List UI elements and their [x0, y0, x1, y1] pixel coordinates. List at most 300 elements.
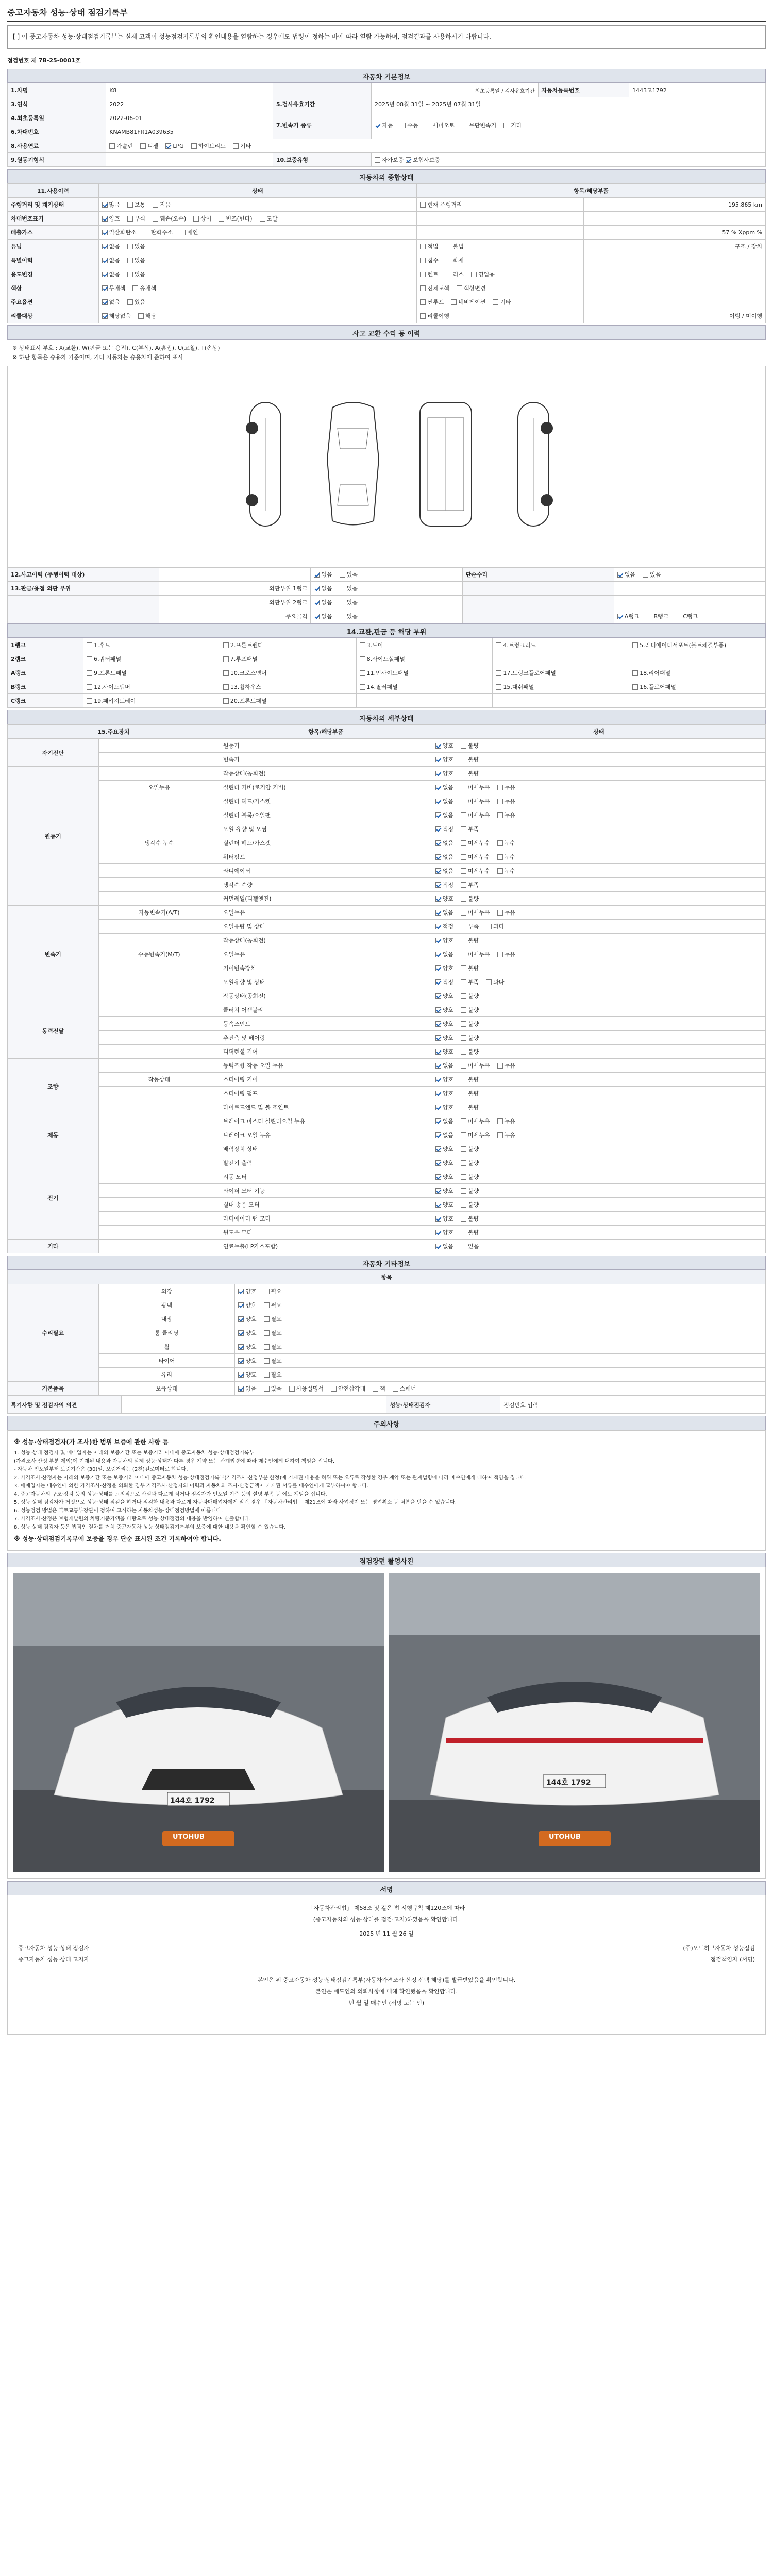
checkbox[interactable]	[446, 272, 451, 277]
checkbox[interactable]	[127, 202, 133, 208]
checkbox[interactable]	[461, 1230, 466, 1235]
checkbox[interactable]	[461, 1105, 466, 1110]
checkbox[interactable]	[87, 684, 92, 690]
checkbox[interactable]	[461, 1063, 466, 1069]
checkbox[interactable]	[435, 1077, 441, 1082]
checkbox[interactable]	[461, 938, 466, 943]
subgroup-label	[98, 1100, 220, 1114]
checkbox[interactable]	[497, 840, 503, 846]
checkbox[interactable]	[435, 1049, 441, 1055]
value-car-name: K8	[106, 83, 273, 97]
option: 양호	[435, 894, 453, 903]
part-cell: 6.쿼터패널	[83, 652, 220, 666]
checkbox[interactable]	[493, 299, 498, 305]
checkbox[interactable]	[435, 1216, 441, 1222]
option: 불량	[461, 1047, 479, 1056]
checkbox[interactable]	[87, 656, 92, 662]
checkbox[interactable]	[360, 684, 365, 690]
checkbox[interactable]	[497, 1132, 503, 1138]
part-label: 실린더 헤드/가스켓	[220, 794, 432, 808]
option: 미세누유	[461, 1061, 490, 1070]
checkbox[interactable]	[238, 1372, 244, 1378]
checkbox[interactable]	[435, 771, 441, 776]
checkbox[interactable]	[165, 143, 171, 149]
checkbox[interactable]	[238, 1316, 244, 1322]
label-year: 3.연식	[8, 97, 106, 111]
checkbox[interactable]	[643, 572, 648, 578]
legend-line: ※ 상태표시 부호 : X(교환), W(판금 또는 용접), C(부식), A(흠집), U(요철), T(손상)	[12, 345, 220, 351]
checkbox[interactable]	[461, 993, 466, 999]
label-reg-dates: 최초등록일 / 검사유효기간	[372, 83, 539, 97]
option: 훼손(오손)	[153, 214, 186, 223]
option: 기타	[233, 142, 251, 150]
checkbox[interactable]	[193, 216, 199, 222]
subgroup-label	[98, 920, 220, 934]
part-label: 실린더 헤드/가스켓	[220, 836, 432, 850]
checkbox[interactable]	[435, 1174, 441, 1180]
checkbox[interactable]	[264, 1316, 270, 1322]
checkbox[interactable]	[331, 1386, 337, 1392]
option: 불량	[461, 1006, 479, 1014]
checkbox[interactable]	[461, 854, 466, 860]
col-item: 항목/해당부품	[417, 184, 766, 198]
checkbox[interactable]	[503, 123, 509, 128]
checkbox[interactable]	[497, 910, 503, 916]
checkbox[interactable]	[373, 1386, 378, 1392]
checkbox[interactable]	[314, 572, 320, 578]
checkbox[interactable]	[435, 924, 441, 929]
checkbox[interactable]	[260, 216, 265, 222]
checkbox[interactable]	[140, 143, 146, 149]
checkbox[interactable]	[314, 614, 320, 619]
checkbox[interactable]	[461, 840, 466, 846]
checkbox[interactable]	[461, 1188, 466, 1194]
checkbox[interactable]	[497, 952, 503, 957]
option: 불량	[461, 1103, 479, 1111]
row-detail	[417, 281, 584, 295]
checkbox[interactable]	[435, 854, 441, 860]
checkbox[interactable]	[497, 1118, 503, 1124]
checkbox[interactable]	[393, 1386, 398, 1392]
checkbox[interactable]	[420, 299, 426, 305]
option: 디젤	[140, 142, 158, 150]
checkbox[interactable]	[461, 1007, 466, 1013]
checkbox[interactable]	[314, 586, 320, 591]
checkbox[interactable]	[435, 743, 441, 749]
checkbox[interactable]	[340, 572, 345, 578]
checkbox[interactable]	[497, 785, 503, 790]
checkbox[interactable]	[461, 910, 466, 916]
label-car-name: 1.차명	[8, 83, 106, 97]
checkbox[interactable]	[435, 910, 441, 916]
checkbox[interactable]	[617, 614, 623, 619]
checkbox[interactable]	[238, 1344, 244, 1350]
status-cell	[432, 1073, 765, 1087]
checkbox[interactable]	[461, 868, 466, 874]
checkbox[interactable]	[102, 272, 108, 277]
option: 적법	[420, 242, 438, 250]
option: 양호	[238, 1315, 256, 1323]
status-cell	[432, 947, 765, 961]
checkbox[interactable]	[461, 771, 466, 776]
checkbox[interactable]	[461, 1021, 466, 1027]
checkbox[interactable]	[435, 1091, 441, 1096]
checkbox[interactable]	[632, 670, 638, 676]
checkbox[interactable]	[375, 123, 380, 128]
table-row	[8, 212, 766, 226]
checkbox[interactable]	[435, 1035, 441, 1041]
checkbox[interactable]	[471, 272, 477, 277]
checkbox[interactable]	[340, 614, 345, 619]
table-row	[8, 596, 766, 609]
checkbox[interactable]	[435, 1105, 441, 1110]
checkbox[interactable]	[238, 1358, 244, 1364]
checkbox[interactable]	[360, 656, 365, 662]
table-row	[8, 666, 766, 680]
checkbox[interactable]	[461, 965, 466, 971]
checkbox[interactable]	[289, 1386, 295, 1392]
checkbox[interactable]	[127, 272, 133, 277]
status-cell	[432, 1031, 765, 1045]
checkbox[interactable]	[461, 1160, 466, 1166]
checkbox[interactable]	[340, 600, 345, 605]
part-label: 브레이크 오일 누유	[220, 1128, 432, 1142]
table-row	[8, 1059, 766, 1073]
checkbox[interactable]	[264, 1302, 270, 1308]
subgroup-label	[98, 850, 220, 864]
checkbox[interactable]	[461, 1202, 466, 1208]
group-label: 기타	[8, 1240, 99, 1253]
checkbox[interactable]	[435, 1132, 441, 1138]
part-label: 실린더 블록/오일팬	[220, 808, 432, 822]
checkbox[interactable]	[435, 1230, 441, 1235]
part-cell	[629, 652, 766, 666]
option: 있음	[340, 598, 358, 606]
checkbox[interactable]	[435, 785, 441, 790]
checkbox[interactable]	[264, 1358, 270, 1364]
checkbox[interactable]	[109, 143, 115, 149]
part-label: 디퍼렌셜 기어	[220, 1045, 432, 1059]
checkbox[interactable]	[375, 157, 380, 163]
option: 없음	[238, 1384, 256, 1393]
option: 부족	[461, 978, 479, 986]
part-label: 외장	[98, 1284, 235, 1298]
checkbox[interactable]	[435, 938, 441, 943]
option: 불량	[461, 894, 479, 903]
checkbox[interactable]	[219, 216, 224, 222]
checkbox[interactable]	[138, 313, 144, 319]
status-cell	[432, 753, 765, 767]
checkbox[interactable]	[435, 1118, 441, 1124]
signature-box	[7, 1895, 766, 2035]
checkbox[interactable]	[461, 1091, 466, 1096]
checkbox[interactable]	[233, 143, 239, 149]
checkbox[interactable]	[497, 812, 503, 818]
option: B랭크	[647, 612, 669, 620]
checkbox[interactable]	[102, 202, 108, 208]
status-cell	[235, 1354, 766, 1368]
table-row	[8, 253, 766, 267]
subgroup-label	[98, 975, 220, 989]
checkbox[interactable]	[496, 684, 501, 690]
checkbox[interactable]	[127, 299, 133, 305]
status-cell	[432, 1226, 765, 1240]
checkbox[interactable]	[496, 670, 501, 676]
checkbox[interactable]	[461, 1049, 466, 1055]
checkbox[interactable]	[264, 1330, 270, 1336]
value-warranty: 자가보증 보험사보증	[372, 153, 766, 167]
checkbox[interactable]	[461, 1035, 466, 1041]
checkbox[interactable]	[461, 1244, 466, 1249]
checkbox[interactable]	[461, 1174, 466, 1180]
checkbox[interactable]	[420, 244, 426, 249]
option: 양호	[238, 1287, 256, 1295]
checkbox[interactable]	[435, 868, 441, 874]
checkbox[interactable]	[400, 123, 406, 128]
part-label: 실린더 커버(로커암 커버)	[220, 781, 432, 794]
row-state	[98, 240, 417, 253]
checkbox[interactable]	[102, 285, 108, 291]
checkbox[interactable]	[461, 979, 466, 985]
col-state: 상태	[98, 184, 417, 198]
photo-strip	[7, 1567, 766, 1879]
checkbox[interactable]	[223, 684, 229, 690]
option: 리스	[446, 270, 464, 278]
checkbox[interactable]	[435, 896, 441, 902]
checkbox[interactable]	[451, 299, 457, 305]
rank-label: 1랭크	[8, 638, 83, 652]
checkbox[interactable]	[461, 1077, 466, 1082]
checkbox[interactable]	[435, 1146, 441, 1152]
checkbox[interactable]	[238, 1330, 244, 1336]
legend-line: ※ 하단 항목은 승용차 기준이며, 기타 자동차는 승용차에 준하여 표시	[12, 354, 183, 361]
checkbox[interactable]	[461, 1118, 466, 1124]
checkbox[interactable]	[223, 670, 229, 676]
checkbox[interactable]	[87, 698, 92, 704]
checkbox[interactable]	[144, 230, 149, 235]
label-plate: 자동차등록번호	[538, 83, 629, 97]
checkbox[interactable]	[435, 1021, 441, 1027]
option: 없음	[435, 853, 453, 861]
checkbox[interactable]	[676, 614, 681, 619]
checkbox[interactable]	[435, 1007, 441, 1013]
checkbox[interactable]	[264, 1289, 270, 1294]
checkbox[interactable]	[435, 799, 441, 804]
table-row	[8, 1031, 766, 1045]
checkbox[interactable]	[180, 230, 186, 235]
option: 가솔린	[109, 142, 133, 150]
option: 양호	[435, 1075, 453, 1083]
checkbox[interactable]	[435, 952, 441, 957]
checkbox[interactable]	[406, 157, 411, 163]
checkbox[interactable]	[496, 642, 501, 648]
checkbox[interactable]	[420, 313, 426, 319]
group-label: 동력전달	[8, 1003, 99, 1059]
option: 있음	[340, 570, 358, 579]
option: 없음	[435, 811, 453, 819]
checkbox[interactable]	[360, 670, 365, 676]
status-cell	[432, 850, 765, 864]
group-label: 원동기	[8, 767, 99, 906]
checkbox[interactable]	[102, 313, 108, 319]
checkbox[interactable]	[435, 812, 441, 818]
checkbox[interactable]	[435, 826, 441, 832]
checkbox[interactable]	[461, 1146, 466, 1152]
checkbox[interactable]	[462, 123, 467, 128]
checkbox[interactable]	[435, 1244, 441, 1249]
option: 누유	[497, 908, 515, 917]
checkbox[interactable]	[446, 258, 451, 263]
checkbox[interactable]	[461, 826, 466, 832]
checkbox[interactable]	[435, 840, 441, 846]
option: 미세누유	[461, 1131, 490, 1139]
checkbox[interactable]	[102, 244, 108, 249]
checkbox[interactable]	[238, 1289, 244, 1294]
checkbox[interactable]	[223, 656, 229, 662]
checkbox[interactable]	[238, 1386, 244, 1392]
checkbox[interactable]	[435, 965, 441, 971]
transmission-options	[372, 111, 766, 139]
option: 불량	[461, 1020, 479, 1028]
option: 양호	[435, 936, 453, 944]
row-state	[98, 281, 417, 295]
checkbox[interactable]	[153, 216, 158, 222]
checkbox[interactable]	[153, 202, 158, 208]
part-cell: 9.프론트패널	[83, 666, 220, 680]
option: 누유	[497, 1117, 515, 1125]
checkbox[interactable]	[497, 868, 503, 874]
checkbox[interactable]	[264, 1386, 270, 1392]
part-label: 유리	[98, 1368, 235, 1382]
checkbox[interactable]	[191, 143, 197, 149]
sign-line: 「자동차관리법」 제58조 및 같은 법 시행규칙 제120조에 따라	[308, 1905, 465, 1911]
status-cell	[432, 794, 765, 808]
note-line: 8. 성능·상태 점검자 등은 법적인 절차를 거쳐 중고자동차 성능·상태점검기록부의 보증에 대한 내용을 확인할 수 있습니다.	[14, 1524, 286, 1530]
checkbox[interactable]	[461, 1216, 466, 1222]
row-label2	[462, 582, 614, 596]
table-row	[8, 226, 766, 240]
checkbox[interactable]	[223, 642, 229, 648]
parts-header: 14.교환,판금 등 해당 부위	[7, 623, 766, 638]
checkbox[interactable]	[314, 600, 320, 605]
checkbox[interactable]	[617, 572, 623, 578]
checkbox[interactable]	[420, 258, 426, 263]
checkbox[interactable]	[461, 785, 466, 790]
row-detail	[417, 295, 584, 309]
checkbox[interactable]	[102, 216, 108, 222]
table-row	[8, 767, 766, 781]
checkbox[interactable]	[461, 924, 466, 929]
checkbox[interactable]	[435, 1063, 441, 1069]
row-label: 튜닝	[8, 240, 99, 253]
table-row	[8, 961, 766, 975]
checkbox[interactable]	[420, 272, 426, 277]
checkbox[interactable]	[102, 258, 108, 263]
checkbox[interactable]	[461, 896, 466, 902]
option: C랭크	[676, 612, 698, 620]
checkbox[interactable]	[435, 979, 441, 985]
checkbox[interactable]	[102, 299, 108, 305]
part-cell: 15.대쉬패널	[493, 680, 629, 694]
status-cell	[432, 1128, 765, 1142]
option: 없음	[435, 908, 453, 917]
checkbox[interactable]	[435, 1188, 441, 1194]
subgroup-label	[98, 753, 220, 767]
checkbox[interactable]	[461, 743, 466, 749]
checkbox[interactable]	[238, 1302, 244, 1308]
option: 해당없음	[102, 312, 131, 320]
checkbox[interactable]	[340, 586, 345, 591]
checkbox[interactable]	[420, 202, 426, 208]
checkbox[interactable]	[127, 216, 133, 222]
checkbox[interactable]	[132, 285, 138, 291]
checkbox[interactable]	[360, 642, 365, 648]
option: 불량	[461, 755, 479, 764]
checkbox[interactable]	[486, 979, 492, 985]
checkbox[interactable]	[435, 993, 441, 999]
table-row	[8, 822, 766, 836]
checkbox[interactable]	[497, 799, 503, 804]
checkbox[interactable]	[461, 1132, 466, 1138]
checkbox[interactable]	[497, 1063, 503, 1069]
checkbox[interactable]	[420, 285, 426, 291]
table-row	[8, 1087, 766, 1100]
option: 있음	[127, 256, 145, 264]
row-detail	[417, 240, 584, 253]
value-opinion	[121, 1396, 386, 1414]
checkbox[interactable]	[461, 952, 466, 957]
checkbox[interactable]	[264, 1344, 270, 1350]
checkbox[interactable]	[264, 1372, 270, 1378]
note-line: 5. 성능·상태 점검자가 거짓으로 성능·상태 점검을 하거나 점검한 내용과 다르게 자동차매매업자에게 알린 경우 「자동차관리법」 제21조에 따라 사업정지 또는 영업취소 등 처분을 받을 수 있습니다.	[14, 1500, 457, 1505]
checkbox[interactable]	[127, 258, 133, 263]
checkbox[interactable]	[102, 230, 108, 235]
part-cell: 7.루프패널	[220, 652, 356, 666]
checkbox[interactable]	[632, 642, 638, 648]
checkbox[interactable]	[426, 123, 431, 128]
option: 없음	[314, 612, 332, 620]
car-front-image	[13, 1573, 384, 1872]
checkbox[interactable]	[632, 684, 638, 690]
checkbox[interactable]	[435, 1202, 441, 1208]
checkbox[interactable]	[435, 757, 441, 762]
checkbox[interactable]	[457, 285, 462, 291]
checkbox[interactable]	[461, 757, 466, 762]
checkbox[interactable]	[461, 882, 466, 888]
status-cell	[235, 1340, 766, 1354]
option: 불량	[461, 1145, 479, 1153]
option: 적정	[435, 978, 453, 986]
label-warranty: 10.보증유형	[273, 153, 371, 167]
checkbox[interactable]	[435, 882, 441, 888]
option: 양호	[238, 1301, 256, 1309]
checkbox[interactable]	[486, 924, 492, 929]
checkbox[interactable]	[461, 799, 466, 804]
subgroup-label	[98, 1031, 220, 1045]
checkbox[interactable]	[461, 812, 466, 818]
option: 현재 주행거리	[420, 200, 462, 209]
option: 양호	[435, 1103, 453, 1111]
col-usage: 11.사용이력	[8, 184, 99, 198]
checkbox[interactable]	[87, 670, 92, 676]
checkbox[interactable]	[127, 244, 133, 249]
checkbox[interactable]	[87, 642, 92, 648]
checkbox[interactable]	[435, 1160, 441, 1166]
checkbox[interactable]	[497, 854, 503, 860]
checkbox[interactable]	[223, 698, 229, 704]
checkbox[interactable]	[647, 614, 652, 619]
checkbox[interactable]	[446, 244, 451, 249]
